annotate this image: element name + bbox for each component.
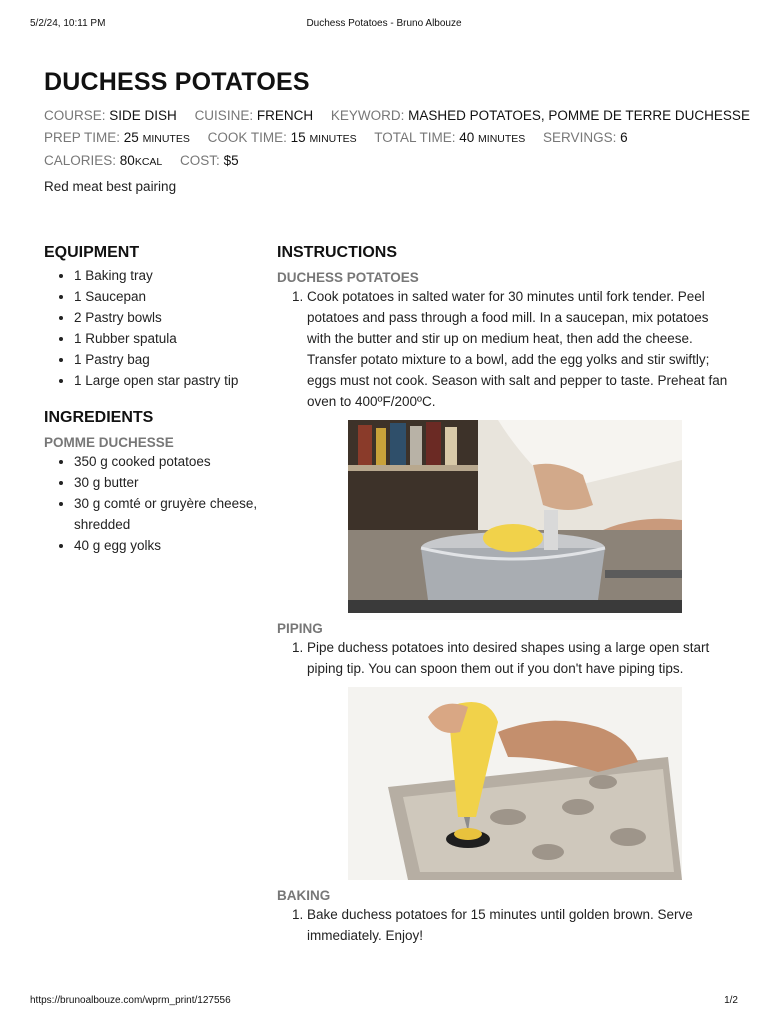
- ingredients-header: INGREDIENTS: [44, 409, 154, 426]
- meta-label: KEYWORD:: [330, 108, 405, 123]
- print-footer: [30, 995, 738, 1009]
- meta-label: PREP TIME:: [44, 129, 121, 145]
- saucepan-photo: [348, 420, 682, 613]
- meta-value: 80: [119, 153, 135, 168]
- recipe-summary: Red meat best pairing: [44, 179, 177, 194]
- meta-label: CUISINE:: [194, 108, 254, 123]
- meta-label: COST:: [180, 153, 220, 168]
- instruction-group-header: PIPING: [277, 621, 323, 636]
- meta-unit: MINUTES: [478, 132, 526, 145]
- meta-label: COURSE:: [44, 108, 106, 123]
- ingredient-item: • 30 g butter: [74, 472, 264, 493]
- meta-course: [44, 108, 177, 123]
- instruction-group-header: BAKING: [277, 888, 331, 903]
- meta-cost: [180, 153, 239, 168]
- equipment-item: • 1 Large open star pastry tip: [74, 370, 264, 391]
- meta-label: COOK TIME:: [207, 129, 287, 145]
- instruction-steps: [277, 637, 732, 679]
- instruction-steps: [277, 904, 732, 946]
- instruction-step: 1. Cook potatoes in salted water for 30 minutes until fork tender. Peel potatoes and pass through a food mill. In a saucepan, mix potatoes with the butter and stir up on medium heat, then add the cheese. Transfer potato mixture to a bowl, add the egg yolks and stir swiftly; eggs must not cook. Season with salt and pepper to taste. Preheat fan oven to 400ºF/200ºC.: [307, 286, 732, 412]
- instruction-step: 1. Bake duchess potatoes for 15 minutes until golden brown. Serve immediately. Enjoy!: [307, 904, 732, 946]
- meta-value: 25: [123, 129, 139, 145]
- meta-prep-time: [44, 130, 190, 145]
- meta-cuisine: [195, 108, 314, 123]
- print-header: [30, 18, 738, 32]
- meta-unit: KCAL: [134, 156, 163, 168]
- equipment-header: EQUIPMENT: [44, 244, 140, 261]
- ingredient-item: • 40 g egg yolks: [74, 535, 264, 556]
- meta-value: SIDE DISH: [109, 108, 177, 123]
- instructions-header: INSTRUCTIONS: [277, 244, 397, 261]
- meta-label: CALORIES:: [44, 153, 117, 168]
- meta-value: $5: [223, 153, 239, 168]
- meta-value: 6: [620, 129, 628, 145]
- meta-value: MASHED POTATOES, POMME DE TERRE DUCHESSE: [408, 108, 750, 123]
- instruction-group-header: DUCHESS POTATOES: [277, 270, 419, 285]
- equipment-list: [44, 265, 264, 391]
- piping-photo: [348, 687, 682, 880]
- meta-unit: MINUTES: [142, 132, 190, 145]
- recipe-title: DUCHESS POTATOES: [44, 68, 310, 96]
- equipment-item: • 1 Rubber spatula: [74, 328, 264, 349]
- print-url: https://brunoalbouze.com/wprm_print/127556: [30, 995, 231, 1006]
- meta-calories: [44, 153, 162, 168]
- ingredient-item: • 30 g comté or gruyère cheese, shredded: [74, 493, 264, 535]
- meta-cook-time: [208, 130, 357, 145]
- equipment-item: • 1 Pastry bag: [74, 349, 264, 370]
- meta-value: 40: [459, 129, 475, 145]
- right-column: [277, 244, 732, 946]
- meta-label: SERVINGS:: [543, 129, 617, 145]
- meta-total-time: [374, 130, 525, 145]
- ingredients-group-header: POMME DUCHESSE: [44, 435, 174, 450]
- meta-value: 15: [290, 129, 306, 145]
- meta-servings: [543, 130, 628, 145]
- meta-value: FRENCH: [256, 108, 314, 123]
- ingredient-item: • 350 g cooked potatoes: [74, 451, 264, 472]
- left-column: [44, 244, 264, 556]
- meta-line-times: [44, 127, 734, 151]
- equipment-item: • 1 Baking tray: [74, 265, 264, 286]
- meta-line-tags: [44, 105, 750, 127]
- recipe-meta: [44, 105, 750, 174]
- ingredients-list: [44, 451, 264, 556]
- equipment-item: • 1 Saucepan: [74, 286, 264, 307]
- instruction-step: 1. Pipe duchess potatoes into desired shapes using a large open start piping tip. You can spoon them out if you don't have piping tips.: [307, 637, 732, 679]
- meta-label: TOTAL TIME:: [374, 129, 456, 145]
- equipment-item: • 2 Pastry bowls: [74, 307, 264, 328]
- instruction-steps: [277, 286, 732, 412]
- meta-keyword: [331, 108, 750, 123]
- meta-unit: MINUTES: [309, 132, 357, 145]
- print-date: 5/2/24, 10:11 PM: [30, 18, 106, 29]
- meta-line-nutrition: [44, 150, 734, 174]
- page-number: 1/2: [724, 995, 738, 1006]
- print-doc-title: Duchess Potatoes - Bruno Albouze: [306, 18, 462, 29]
